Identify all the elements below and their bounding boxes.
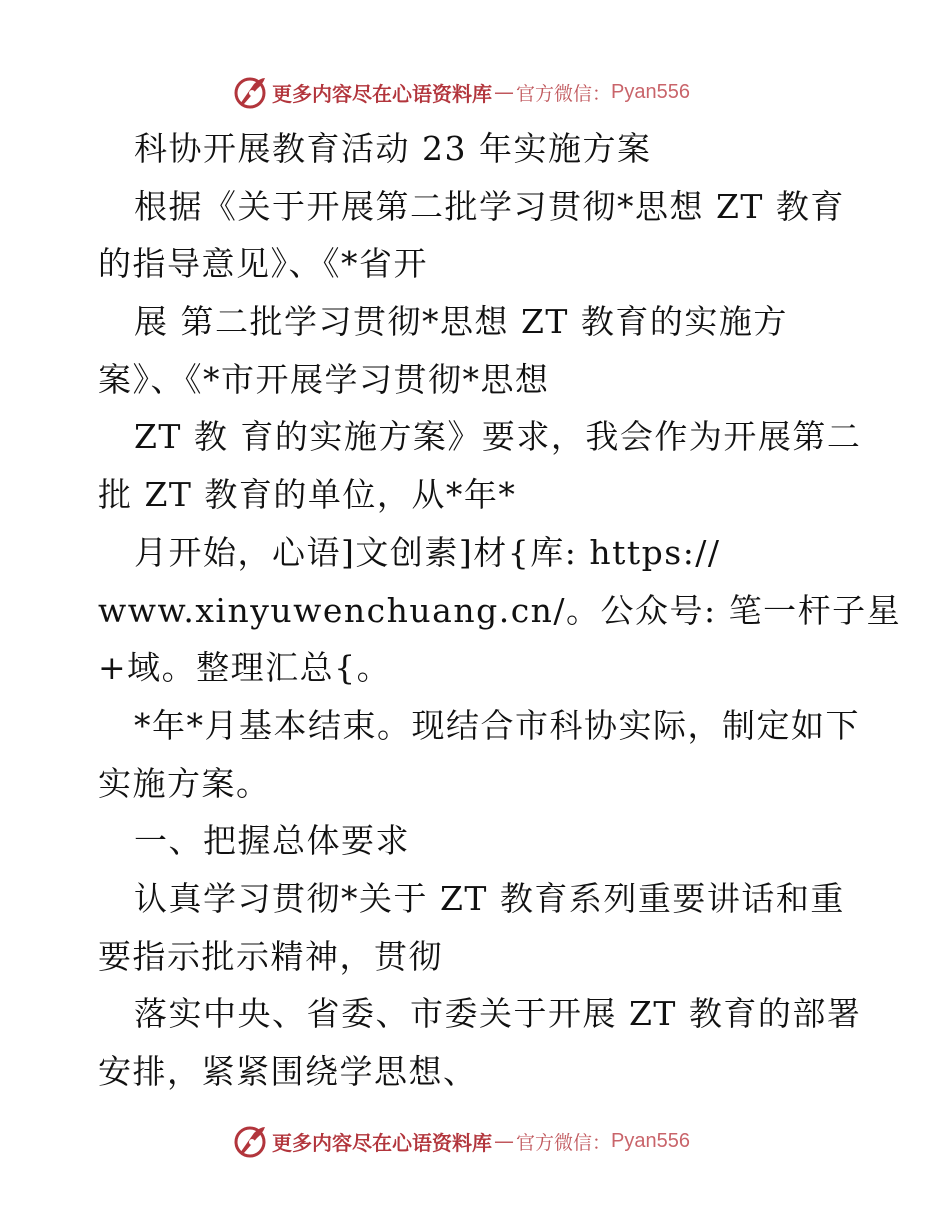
- paragraph-line: 要指示批示精神，贯彻: [98, 936, 443, 976]
- banner-wechat-id: Pyan556: [611, 1129, 690, 1152]
- banner-text: 更多内容尽在心语资料库: [272, 1130, 492, 1155]
- quill-logo-icon: [232, 74, 268, 110]
- paragraph-line: 认真学习贯彻*关于 ZT 教育系列重要讲话和重: [134, 878, 845, 918]
- banner-wechat-label: 官方微信：: [516, 1131, 612, 1154]
- paragraph-line: www.xinyuwenchuang.cn/。公众号: 笔一杆子星: [98, 590, 902, 630]
- paragraph-line: 展 第二批学习贯彻*思想 ZT 教育的实施方: [134, 302, 788, 342]
- banner-wechat-label: 官方微信：: [516, 82, 612, 105]
- paragraph-line: +域。整理汇总{。: [98, 648, 392, 688]
- banner-separator: —: [494, 80, 514, 104]
- paragraph-line: 批 ZT 教育的单位，从*年*: [98, 475, 517, 515]
- paragraph-line: 根据《关于开展第二批学习贯彻*思想 ZT 教育: [134, 186, 845, 226]
- paragraph-line: 月开始，心语]文创素]材{库: https://: [134, 532, 721, 572]
- paragraph-line: *年*月基本结束。现结合市科协实际，制定如下: [134, 705, 860, 745]
- paragraph-line: 案》、《*市开展学习贯彻*思想: [98, 359, 550, 399]
- banner-text: 更多内容尽在心语资料库: [272, 81, 492, 106]
- paragraph-line: 安排，紧紧围绕学思想、: [98, 1052, 478, 1091]
- section-heading: 一、把握总体要求: [134, 821, 410, 861]
- document-title: 科协开展教育活动 23 年实施方案: [134, 129, 652, 168]
- quill-logo-icon: [232, 1123, 268, 1159]
- banner-separator: —: [494, 1129, 514, 1153]
- header-watermark-banner: [232, 72, 690, 112]
- paragraph-line: ZT 教 育的实施方案》要求，我会作为开展第二: [134, 417, 862, 457]
- document-body: [98, 120, 902, 1101]
- paragraph-line: 落实中央、省委、市委关于开展 ZT 教育的部署: [134, 994, 862, 1034]
- banner-wechat-id: Pyan556: [611, 80, 690, 103]
- paragraph-line: 的指导意见》、《*省开: [98, 244, 428, 284]
- footer-watermark-banner: [232, 1121, 690, 1161]
- paragraph-line: 实施方案。: [98, 763, 271, 803]
